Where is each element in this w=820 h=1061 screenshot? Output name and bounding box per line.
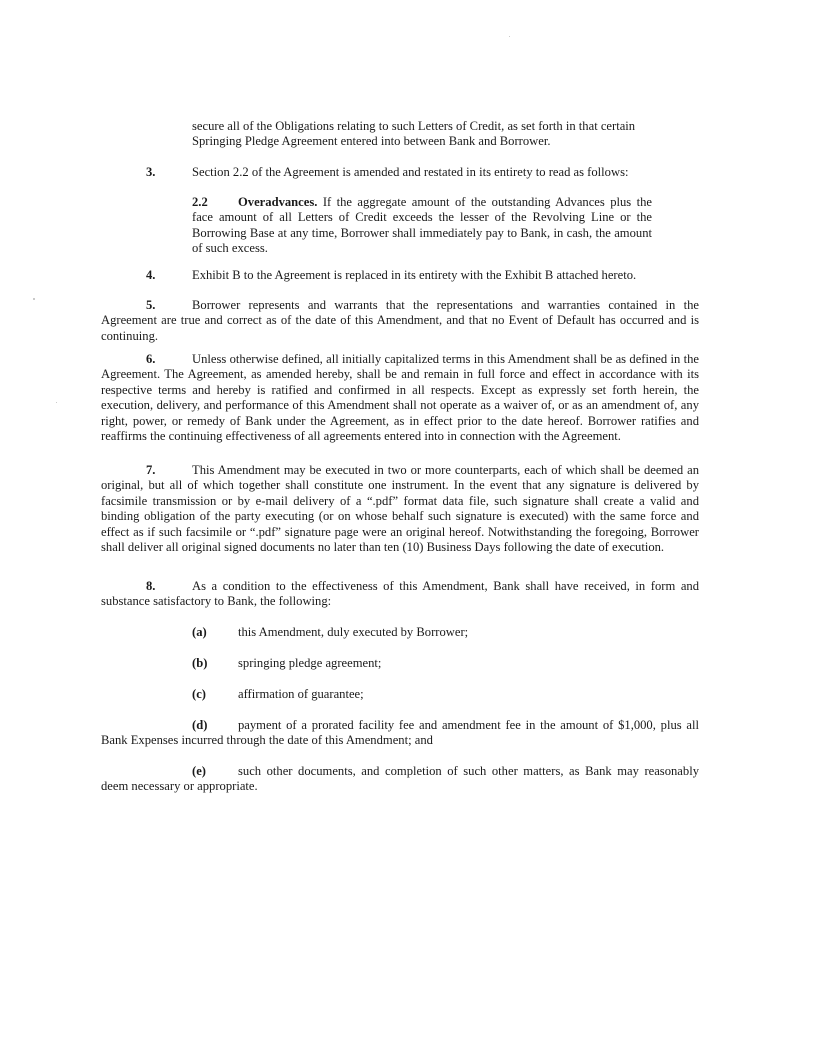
- list-item-d: [101, 718, 699, 749]
- section-3: [146, 165, 706, 180]
- section-3-text: Section 2.2 of the Agreement is amended and restated in its entirety to read as follows:: [192, 165, 629, 179]
- section-2-2-heading: Overadvances.: [238, 195, 318, 209]
- section-4-text: Exhibit B to the Agreement is replaced in its entirety with the Exhibit B attached hereto.: [192, 268, 637, 282]
- section-8-number: 8.: [146, 579, 156, 593]
- section-6: [101, 352, 699, 444]
- section-5: [101, 298, 699, 344]
- intro-line-1: secure all of the Obligations relating to such Letters of Credit, as set forth in that certain: [192, 119, 636, 133]
- list-item-e-text: such other documents, and completion of such other matters, as Bank may reasonably deem necessary or appropriate.: [101, 764, 699, 794]
- list-item-c-text: affirmation of guarantee;: [238, 687, 364, 701]
- section-7-number: 7.: [146, 463, 156, 477]
- scan-speck: [509, 36, 510, 37]
- list-item-e: [101, 764, 699, 795]
- list-item-b: [192, 656, 692, 671]
- section-5-number: 5.: [146, 298, 156, 312]
- section-8-text: As a condition to the effectiveness of this Amendment, Bank shall have received, in form and substance satisfactory to Bank, the following:: [101, 579, 699, 609]
- section-7-text: This Amendment may be executed in two or more counterparts, each of which shall be deemed an original, but all of which together shall constitute one instrument. In the event that any signature is delivered by facsimile transmission or by e-mail delivery of a “.pdf” format data file, such signature shall create a valid and binding obligation of the party executing (or on whose behalf such signature is executed) with the same force and effect as if such facsimile or “.pdf” signature page were an original hereof. Notwithstanding the foregoing, Borrower shall deliver all original signed documents no later than ten (10) Business Days following the date of execution.: [101, 463, 699, 555]
- section-3-number: 3.: [146, 165, 156, 179]
- scan-speck: [56, 402, 57, 403]
- section-4: [146, 268, 706, 283]
- section-2-2-body: face amount of all Letters of Credit exceeds the lesser of the Revolving Line or the Borrowing Base at any time, Borrower shall immediately pay to Bank, in cash, the amount of such excess.: [192, 210, 652, 256]
- section-4-number: 4.: [146, 268, 156, 282]
- list-item-a-label: (a): [192, 625, 207, 639]
- section-5-text: Borrower represents and warrants that the representations and warranties contained in the Agreement are true and correct as of the date of this Amendment, and that no Event of Default has occurred and is continuing.: [101, 298, 699, 343]
- intro-paragraph: [192, 119, 652, 150]
- intro-line-2: Springing Pledge Agreement entered into between Bank and Borrower.: [192, 134, 551, 149]
- list-item-d-label: (d): [192, 718, 208, 732]
- list-item-a: [192, 625, 692, 640]
- list-item-b-text: springing pledge agreement;: [238, 656, 382, 670]
- list-item-c-label: (c): [192, 687, 206, 701]
- section-7: [101, 463, 699, 555]
- list-item-c: [192, 687, 692, 702]
- list-item-a-text: this Amendment, duly executed by Borrower;: [238, 625, 469, 639]
- section-8: [101, 579, 699, 610]
- section-6-text: Unless otherwise defined, all initially capitalized terms in this Amendment shall be as defined in the Agreement. The Agreement, as amended hereby, shall be and remain in full force and effect in accordance with its respective terms and hereby is ratified and confirmed in all respects. Except as expressly set forth herein, the execution, delivery, and performance of this Amendment shall not operate as a waiver of, or as an amendment of, any right, power, or remedy of Bank under the Agreement, as in effect prior to the date hereof. Borrower ratifies and reaffirms the continuing effectiveness of all agreements entered into in connection with the Agreement.: [101, 352, 699, 444]
- list-item-d-text: payment of a prorated facility fee and amendment fee in the amount of $1,000, plus all Bank Expenses incurred through the date of this Amendment; and: [101, 718, 699, 748]
- list-item-b-label: (b): [192, 656, 208, 670]
- scan-speck: [33, 298, 35, 300]
- section-2-2: [192, 195, 652, 257]
- section-2-2-line-1: If the aggregate amount of the outstanding Advances plus the: [322, 195, 653, 209]
- list-item-e-label: (e): [192, 764, 206, 778]
- section-2-2-number: 2.2: [192, 195, 208, 209]
- section-6-number: 6.: [146, 352, 156, 366]
